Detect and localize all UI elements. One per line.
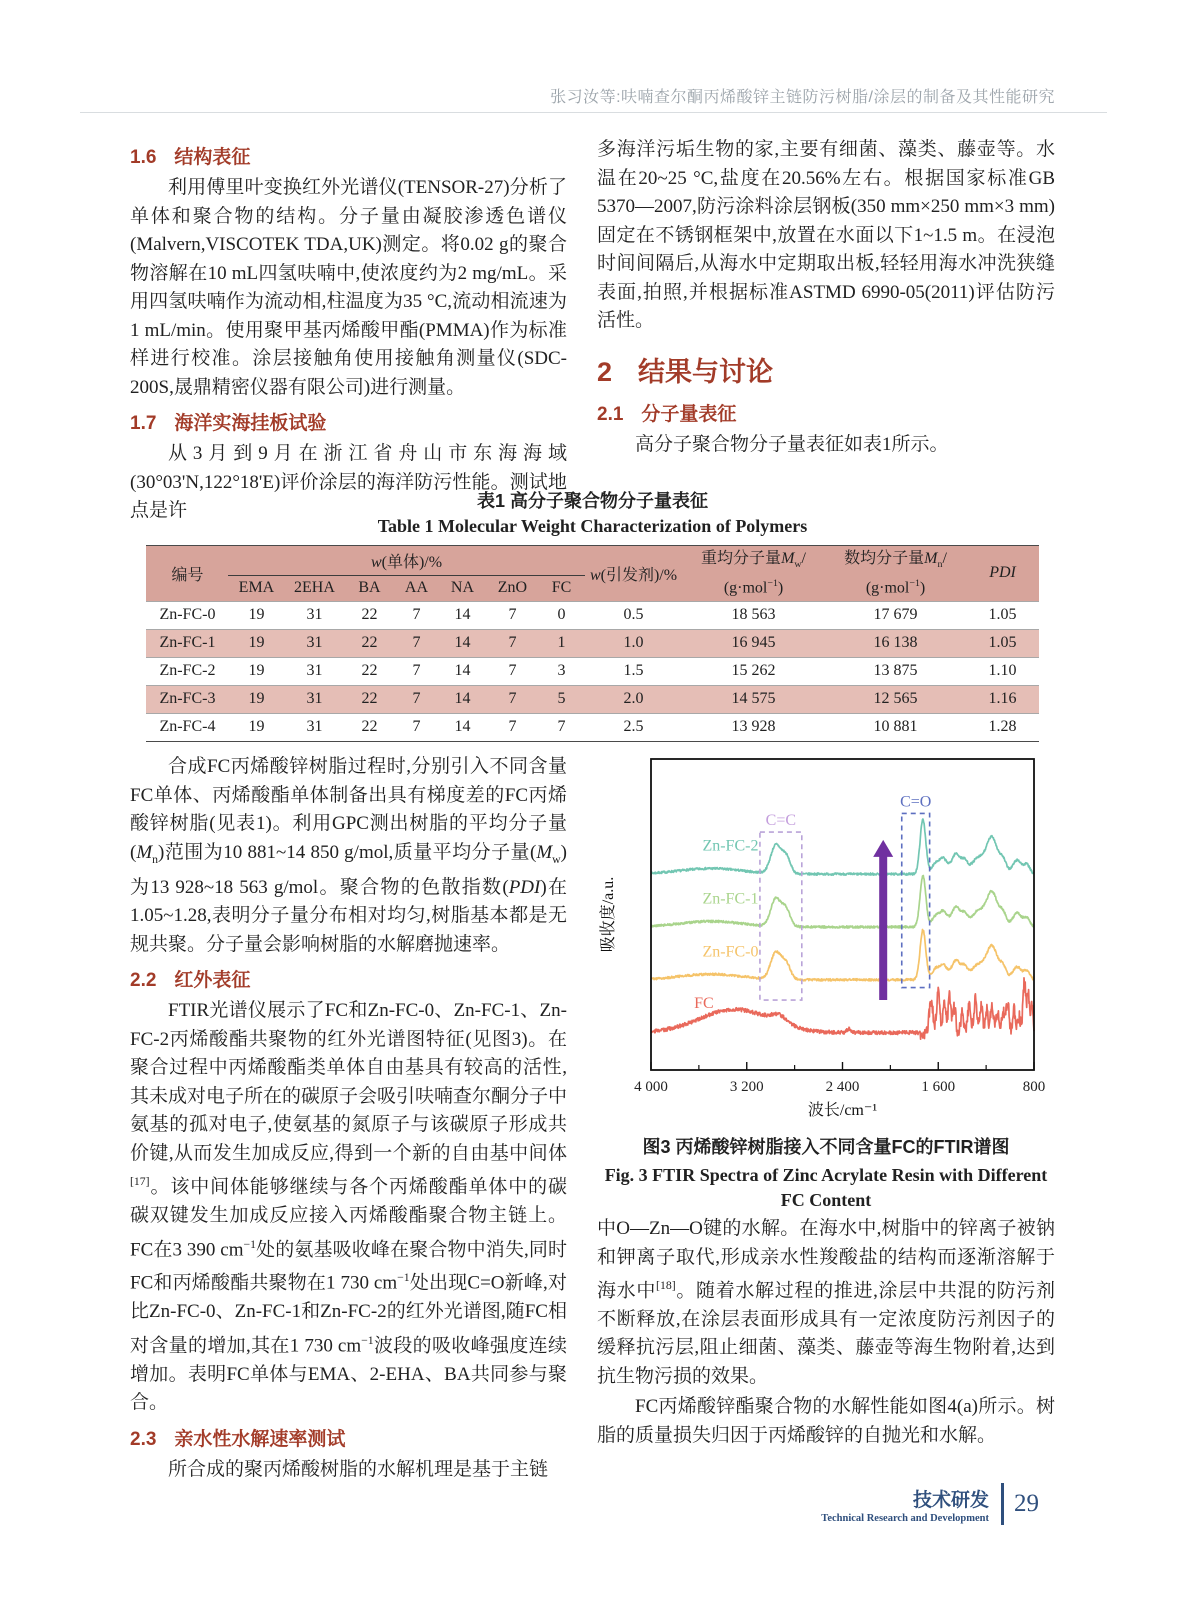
col-header-monomer-group: w(单体)/% xyxy=(228,546,584,576)
section-title: 红外表征 xyxy=(174,970,251,992)
table-title-cn: 表1 高分子聚合物分子量表征 xyxy=(476,491,708,511)
row-value-cell: 14 xyxy=(454,718,471,736)
row-value-cell: 0.5 xyxy=(623,606,644,624)
right-top-column xyxy=(597,136,1055,459)
row-value-cell: 22 xyxy=(361,690,378,708)
annotation-label-C=O: C=O xyxy=(900,793,932,811)
page-number: 29 xyxy=(1014,1490,1039,1517)
row-value-cell: 14 xyxy=(454,606,471,624)
row-value-cell: 18 563 xyxy=(731,606,776,624)
row-id-cell: Zn-FC-3 xyxy=(159,690,216,708)
row-value-cell: 0 xyxy=(557,606,566,624)
row-id-cell: Zn-FC-4 xyxy=(159,718,216,736)
x-tick-label: 800 xyxy=(1022,1079,1046,1095)
row-value-cell: 2.5 xyxy=(623,718,644,736)
section-heading-2 xyxy=(597,350,1055,389)
row-value-cell: 10 881 xyxy=(873,718,918,736)
section-title: 海洋实海挂板试验 xyxy=(174,413,327,434)
row-value-cell: 12 565 xyxy=(873,690,918,708)
row-value-cell: 5 xyxy=(557,690,566,708)
footer-divider xyxy=(1001,1483,1004,1525)
content xyxy=(130,0,1055,1600)
section-number: 1.7 xyxy=(130,413,157,434)
row-value-cell: 16 138 xyxy=(873,634,918,652)
row-value-cell: 1.10 xyxy=(988,662,1017,680)
row-value-cell: 31 xyxy=(306,634,323,652)
row-value-cell: 19 xyxy=(248,634,265,652)
annotation-label-C=C: C=C xyxy=(765,812,797,830)
row-value-cell: 7 xyxy=(508,634,517,652)
col-header-2eha: 2EHA xyxy=(284,576,344,601)
section-number: 1.6 xyxy=(130,147,157,168)
row-value-cell: 31 xyxy=(306,606,323,624)
row-value-cell: 7 xyxy=(412,606,421,624)
table-title-en: Table 1 Molecular Weight Characterization of Polymers xyxy=(377,516,808,536)
row-value-cell: 7 xyxy=(412,634,421,652)
paragraph: 利用傅里叶变换红外光谱仪(TENSOR-27)分析了单体和聚合物的结构。分子量由凝胶渗透色谱仪(Malvern,VISCOTEK TDA,UK)测定。将0.02 g的聚合物溶解在10 mL四氢呋喃中,使浓度约为2 mg/mL。采用四氢呋喃作为流动相,柱温度为35 °C,流动相流速为1 mL/min。使用聚甲基丙烯酸甲酯(PMMA)作为标准样进行校准。涂层接触角使用接触角测量仪(SDC-200S,晟鼎精密仪器有限公司)进行测量。 xyxy=(130,177,567,398)
paragraph: FTIR光谱仪展示了FC和Zn-FC-0、Zn-FC-1、Zn-FC-2丙烯酸酯共聚物的红外光谱图特征(见图3)。在聚合过程中丙烯酸酯类单体自由基具有较高的活性,其未成对电子所在的碳原子会吸引呋喃查尔酮分子中氨基的孤对电子,使氨基的氮原子与该碳原子形成共价键,从而发生加成反应,得到一个新的自由基中间体[17]。该中间体能够继续与各个丙烯酸酯单体中的碳碳双键发生加成反应接入丙烯酸酯聚合物主链上。FC在3 390 $cm^{-1}$处的氨基吸收峰在聚合物中消失,同时FC和丙烯酸酯共聚物在1 730 $cm^{-1}$处出现C=O新峰,对比Zn-FC-0、Zn-FC-1和Zn-FC-2的红外光谱图,随FC相对含量的增加,其在1 730 $cm^{-1}$波段的吸收峰强度连续增加。表明FC单体与EMA、2-EHA、BA共同参与聚合。 xyxy=(130,1000,568,1414)
col-header-mw-line1: 重均分子量$M_w/$ xyxy=(701,550,806,571)
row-value-cell: 7 xyxy=(557,718,566,736)
ftir-chart xyxy=(597,753,1055,1120)
table-header xyxy=(146,546,1038,602)
row-value-cell: 1 xyxy=(557,634,566,652)
row-value-cell: 16 945 xyxy=(731,634,776,652)
section-heading-1-7 xyxy=(130,408,567,435)
paragraph: 中O—Zn—O键的水解。在海水中,树脂中的锌离子被钠和钾离子取代,形成亲水性羧酸盐的结构而逐渐溶解于海水中[18]。随着水解过程的推进,涂层中共混的防污剂不断释放,在涂层表面形成具有一定浓度防污剂因子的缓释抗污层,阻止细菌、藻类、藤壶等海生物附着,达到抗生物污损的效果。 xyxy=(597,1218,1055,1387)
row-value-cell: 13 928 xyxy=(731,718,776,736)
row-value-cell: 22 xyxy=(361,718,378,736)
row-value-cell: 1.05 xyxy=(988,634,1017,652)
paragraph: 多海洋污垢生物的家,主要有细菌、藻类、藤壶等。水温在20~25 °C,盐度在20.56%左右。根据国家标准GB 5370—2007,防污涂料涂层钢板(350 mm×250 mm×3 mm)固定在不锈钢框架中,放置在水面以下1~1.5 m。在浸泡时间间隔后,从海水中定期取出板,轻轻用海水冲洗狭缝表面,拍照,并根据标准ASTMD 6990-05(2011)评估防污活性。 xyxy=(597,139,1055,331)
series-label-Zn-FC-1: Zn-FC-1 xyxy=(702,890,759,908)
section-number: 2.3 xyxy=(130,1428,157,1450)
figure-3 xyxy=(597,753,1055,1213)
row-value-cell: 13 875 xyxy=(873,662,918,680)
series-label-FC: FC xyxy=(694,994,714,1012)
plot-frame xyxy=(651,759,1034,1070)
figure-caption-cn: 图3 丙烯酸锌树脂接入不同含量FC的FTIR谱图 xyxy=(642,1137,1010,1157)
row-value-cell: 14 xyxy=(454,662,471,680)
col-header-fc: FC xyxy=(538,576,584,601)
col-header-pdi: PDI xyxy=(967,546,1039,602)
row-value-cell: 14 575 xyxy=(731,690,776,708)
row-value-cell: 1.5 xyxy=(623,662,644,680)
section-heading-2-2 xyxy=(130,965,567,992)
row-value-cell: 22 xyxy=(361,634,378,652)
right-bottom-column xyxy=(597,753,1055,1450)
footer-section-cn: 技术研发 xyxy=(912,1489,989,1511)
paragraph: 合成FC丙烯酸锌树脂过程时,分别引入不同含量FC单体、丙烯酸酯单体制备出具有梯度差的FC丙烯酸锌树脂(见表1)。利用GPC测出树脂的平均分子量$(M_n)$范围为10 881~14 850 g/mol,质量平均分子量$(M_w)$为13 928~18 563 g/mol。聚合物的色散指数(PDI)在1.05~1.28,表明分子量分布相对均匀,树脂基本都是无规共聚。分子量会影响树脂的水解磨抛速率。 xyxy=(130,756,567,955)
left-bottom-column xyxy=(130,753,567,1484)
x-tick-label: 3 200 xyxy=(729,1079,764,1095)
x-tick-label: 4 000 xyxy=(634,1079,668,1095)
row-value-cell: 7 xyxy=(412,662,421,680)
col-header-aa: AA xyxy=(394,576,438,601)
row-value-cell: 1.05 xyxy=(988,606,1017,624)
section-title: 结果与讨论 xyxy=(638,356,774,387)
row-value-cell: 22 xyxy=(361,662,378,680)
section-heading-2-1 xyxy=(597,399,1055,426)
row-value-cell: 7 xyxy=(508,690,517,708)
section-number: 2.1 xyxy=(597,403,624,425)
row-value-cell: 7 xyxy=(508,718,517,736)
row-id-cell: Zn-FC-2 xyxy=(159,662,216,680)
col-header-mn xyxy=(825,546,967,602)
row-value-cell: 2.0 xyxy=(623,690,644,708)
row-value-cell: 31 xyxy=(306,718,323,736)
row-value-cell: 19 xyxy=(248,718,265,736)
section-number: 2.2 xyxy=(130,970,157,992)
row-value-cell: 1.28 xyxy=(988,718,1017,736)
table-row xyxy=(146,657,1038,685)
section-title: 结构表征 xyxy=(174,147,251,168)
row-value-cell: 14 xyxy=(454,634,471,652)
col-header-na: NA xyxy=(438,576,486,601)
x-axis-label: 波长/cm⁻¹ xyxy=(807,1102,878,1119)
paragraph: 从3月到9月在浙江省舟山市东海海域(30°03'N,122°18'E)评价涂层的海洋防污性能。测试地点是许 xyxy=(130,443,567,521)
row-value-cell: 17 679 xyxy=(873,606,918,624)
table-body xyxy=(146,601,1038,741)
row-value-cell: 19 xyxy=(248,662,265,680)
col-header-zno: ZnO xyxy=(486,576,538,601)
col-header-mw-line2: (g·mol$^{-1}$) xyxy=(723,578,784,597)
row-value-cell: 7 xyxy=(508,606,517,624)
y-axis-label: 吸收度/a.u. xyxy=(600,876,617,953)
footer-labels xyxy=(821,1485,989,1524)
footer xyxy=(821,1483,1039,1525)
row-value-cell: 19 xyxy=(248,690,265,708)
row-value-cell: 22 xyxy=(361,606,378,624)
paragraph: FC丙烯酸锌酯聚合物的水解性能如图4(a)所示。树脂的质量损失归因于丙烯酸锌的自抛光和水解。 xyxy=(597,1396,1055,1446)
col-header-ema: EMA xyxy=(228,576,284,601)
table-row xyxy=(146,601,1038,629)
series-label-Zn-FC-0: Zn-FC-0 xyxy=(702,943,759,961)
table1-block xyxy=(130,487,1055,742)
row-value-cell: 19 xyxy=(248,606,265,624)
section-title: 亲水性水解速率测试 xyxy=(174,1428,346,1450)
col-header-initiator: w(引发剂)/% xyxy=(585,546,683,602)
row-value-cell: 31 xyxy=(306,662,323,680)
row-value-cell: 7 xyxy=(508,662,517,680)
col-header-mn-line1: 数均分子量$M_n/$ xyxy=(844,550,947,571)
row-value-cell: 31 xyxy=(306,690,323,708)
table-row xyxy=(146,629,1038,657)
col-header-mw xyxy=(683,546,825,602)
x-tick-label: 2 400 xyxy=(825,1079,860,1095)
paragraph: 所合成的聚丙烯酸树脂的水解机理是基于主链 xyxy=(168,1458,549,1480)
col-header-id: 编号 xyxy=(146,546,228,602)
table1 xyxy=(146,545,1038,742)
row-value-cell: 15 262 xyxy=(731,662,776,680)
figure-caption-en: Fig. 3 FTIR Spectra of Zinc Acrylate Resin with Different FC Content xyxy=(604,1165,1048,1210)
row-value-cell: 7 xyxy=(412,718,421,736)
row-value-cell: 1.16 xyxy=(988,690,1017,708)
increase-arrow-head xyxy=(873,840,893,857)
left-top-column xyxy=(130,136,567,526)
section-heading-2-3 xyxy=(130,1424,567,1451)
table-row xyxy=(146,685,1038,713)
section-number: 2 xyxy=(597,356,613,387)
paragraph: 高分子聚合物分子量表征如表1所示。 xyxy=(635,433,949,455)
col-header-mn-line2: (g·mol$^{-1}$) xyxy=(865,578,926,597)
section-title: 分子量表征 xyxy=(641,403,737,425)
row-value-cell: 1.0 xyxy=(623,634,644,652)
section-heading-1-6 xyxy=(130,142,567,169)
row-id-cell: Zn-FC-1 xyxy=(159,634,216,652)
row-value-cell: 3 xyxy=(557,662,566,680)
table-row xyxy=(146,713,1038,741)
series-label-Zn-FC-2: Zn-FC-2 xyxy=(702,837,759,855)
row-value-cell: 14 xyxy=(454,690,471,708)
footer-section-en: Technical Research and Development xyxy=(821,1512,989,1524)
x-tick-label: 1 600 xyxy=(921,1079,956,1095)
row-id-cell: Zn-FC-0 xyxy=(159,606,216,624)
row-value-cell: 7 xyxy=(412,690,421,708)
running-title: 张习汝等:呋喃查尔酮丙烯酸锌主链防污树脂/涂层的制备及其性能研究 xyxy=(550,89,1055,106)
col-header-ba: BA xyxy=(344,576,394,601)
